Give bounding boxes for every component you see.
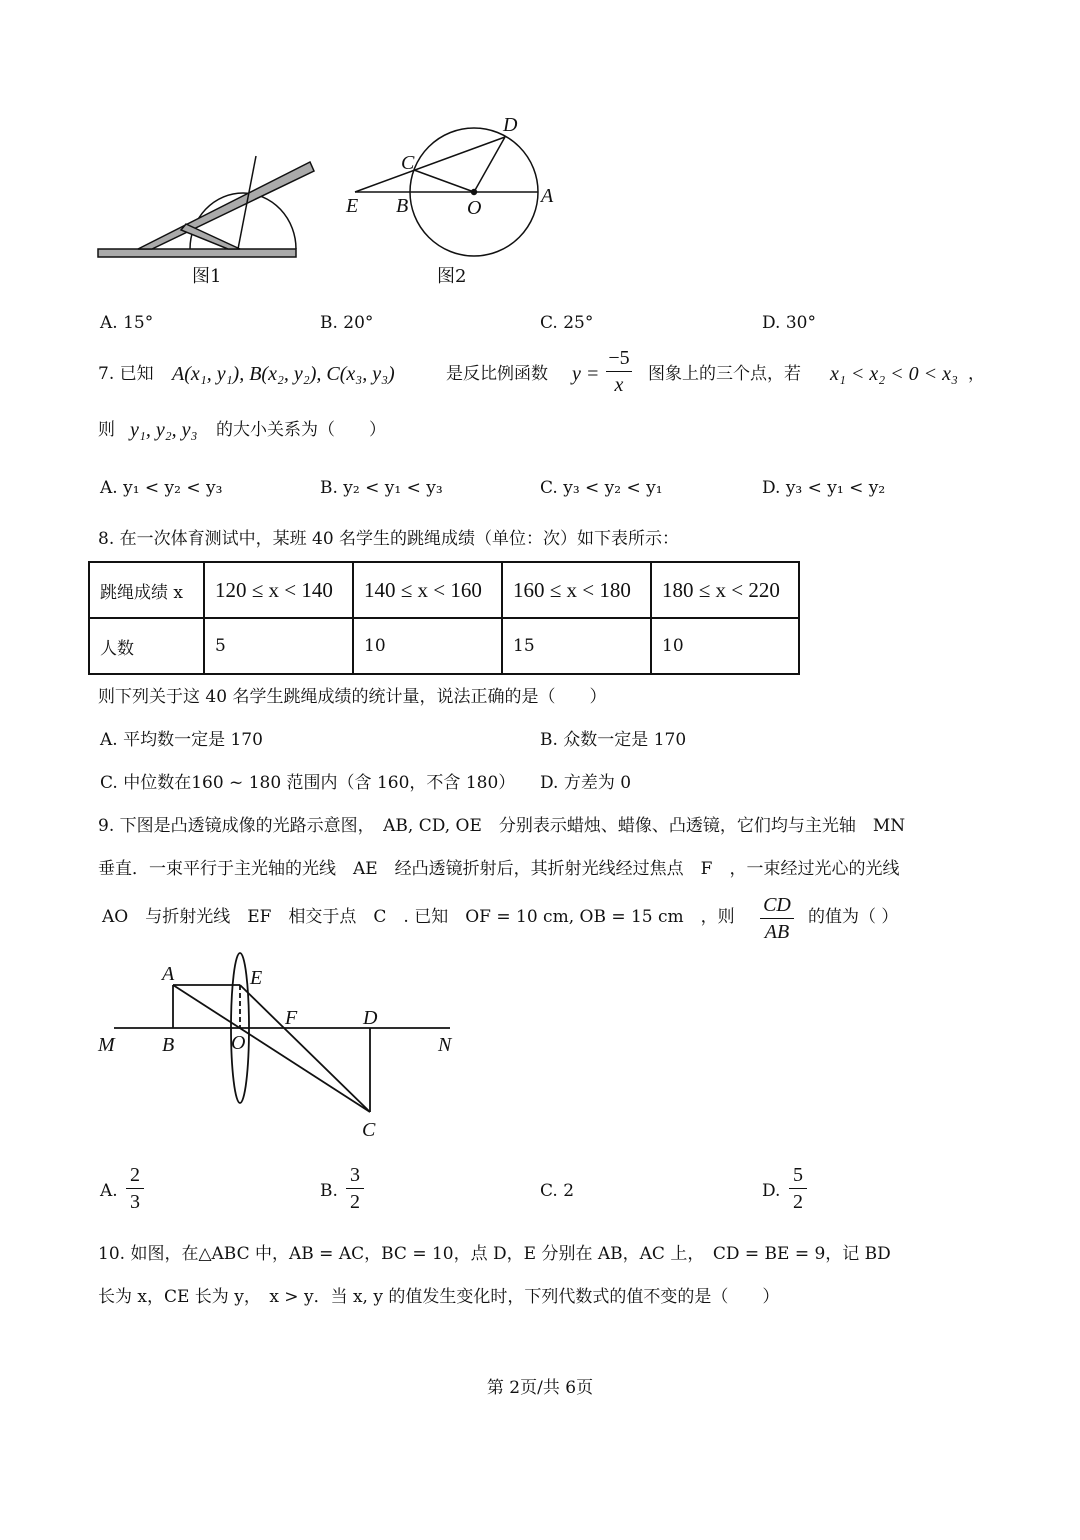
q6-option-b: B. 20° [320,313,374,333]
q7-option-b: B. y₂ < y₁ < y₃ [320,478,443,498]
table-cell: 10 [651,618,799,674]
fig3-label-f: F [285,1007,298,1029]
q7-points: A(x₁, y₁), B(x₂, y₂), C(x₃, y₃) [172,363,395,385]
frac-num: 2 [130,1164,140,1186]
q7-func-num: −5 [608,347,630,369]
q7-func-den: x [614,374,624,396]
fig3-label-m: M [98,1034,115,1056]
q9-option-c: C. 2 [540,1181,575,1201]
q7-prefix: 7. 已知 [98,364,154,384]
q8-option-c: C. 中位数在160 ~ 180 范围内（含 160，不含 180） [100,773,516,793]
fig3-label-b: B [162,1034,175,1056]
table-row [89,618,799,674]
q7-mid: 是反比例函数 [446,364,548,384]
frac-num: 5 [793,1164,803,1186]
figure-1-caption: 图1 [192,266,222,287]
fig3-label-a: A [162,963,175,985]
frac-den: 2 [350,1191,360,1213]
q8-option-d: D. 方差为 0 [540,773,632,793]
table-cell: 跳绳成绩 x [89,562,204,618]
q9-option-d-label: D. [762,1181,781,1201]
q7-line2-prefix: 则 [98,420,115,440]
fig2-label-c: C [401,152,415,174]
q7-comma: ， [968,364,985,384]
q9-option-b-label: B. [320,1181,338,1201]
q8-option-a: A. 平均数一定是 170 [100,730,263,750]
table-cell: 180 ≤ x < 220 [651,562,799,618]
q7-condition: x₁ < x₂ < 0 < x₃ [830,363,958,385]
fig3-label-d: D [363,1007,378,1029]
table-cell: 15 [502,618,651,674]
q9-fraction [760,895,794,942]
frac-den: 3 [130,1191,140,1213]
fig2-label-e: E [346,195,359,217]
fig3-label-c: C [362,1119,376,1141]
fig2-label-d: D [503,114,518,136]
table-cell: 人数 [89,618,204,674]
table-header-row [89,562,799,618]
q7-option-a: A. y₁ < y₂ < y₃ [100,478,223,498]
q7-mid2: 图象上的三个点，若 [648,364,801,384]
q9-line3: AO 与折射光线 EF 相交于点 C . 已知 OF = 10 cm, OB = 15 cm ，则 [102,907,735,927]
table-cell: 5 [204,618,353,674]
q9-line1: 9. 下图是凸透镜成像的光路示意图， AB, CD, OE 分别表示蜡烛、蜡像、凸透镜，它们均与主光轴 MN [98,816,906,836]
fig2-label-b: B [396,195,409,217]
table-cell: 120 ≤ x < 140 [204,562,353,618]
q7-option-c: C. y₃ < y₂ < y₁ [540,478,663,498]
page-footer: 第 2页/共 6页 [486,1378,594,1398]
frac-num: 3 [350,1164,360,1186]
q10-line2: 长为 x，CE 长为 y， x > y．当 x, y 的值发生变化时，下列代数式的值不变的是（ ） [98,1287,780,1307]
q8-score-table [88,561,800,675]
q9-option-a-label: A. [100,1181,118,1201]
q6-option-a: A. 15° [100,313,154,333]
frac-den: 2 [793,1191,803,1213]
table-cell: 10 [353,618,502,674]
q8-option-b: B. 众数一定是 170 [540,730,687,750]
q7-option-d: D. y₃ < y₁ < y₂ [762,478,886,498]
fig2-label-o: O [467,197,482,219]
q8-stem: 8. 在一次体育测试中，某班 40 名学生的跳绳成绩（单位：次）如下表所示： [98,529,680,549]
q8-question: 则下列关于这 40 名学生跳绳成绩的统计量，说法正确的是（ ） [98,687,607,707]
figure-2-caption: 图2 [437,266,467,287]
q7-vars: y₁, y₂, y₃ [130,419,198,441]
q9-line2: 垂直．一束平行于主光轴的光线 AE 经凸透镜折射后，其折射光线经过焦点 F ，一束经过光心的光线 [98,859,900,879]
q9-option-d-fraction [789,1165,807,1212]
q10-line1: 10. 如图，在△ABC 中，AB = AC，BC = 10，点 D，E 分别在 AB，AC 上， CD = BE = 9，记 BD [98,1244,891,1264]
q9-frac-den: AB [764,921,790,943]
fig2-label-a: A [541,185,554,207]
figure-2-circle [355,128,538,256]
q7-func-fraction [606,348,632,395]
fig3-label-n: N [438,1034,452,1056]
q9-line3-suffix: 的值为（ ） [808,907,899,927]
fig3-label-e: E [250,967,263,989]
q6-option-c: C. 25° [540,313,594,333]
q7-func-lhs: y = [572,363,600,385]
q6-option-d: D. 30° [762,313,816,333]
q7-line2-suffix: 的大小关系为（ ） [216,420,386,440]
q9-frac-num: CD [763,894,791,916]
table-cell: 140 ≤ x < 160 [353,562,502,618]
q9-option-a-fraction [126,1165,144,1212]
table-cell: 160 ≤ x < 180 [502,562,651,618]
q9-option-b-fraction [346,1165,364,1212]
fig3-label-o: O [231,1032,246,1054]
figure-1-protractor [98,156,314,257]
